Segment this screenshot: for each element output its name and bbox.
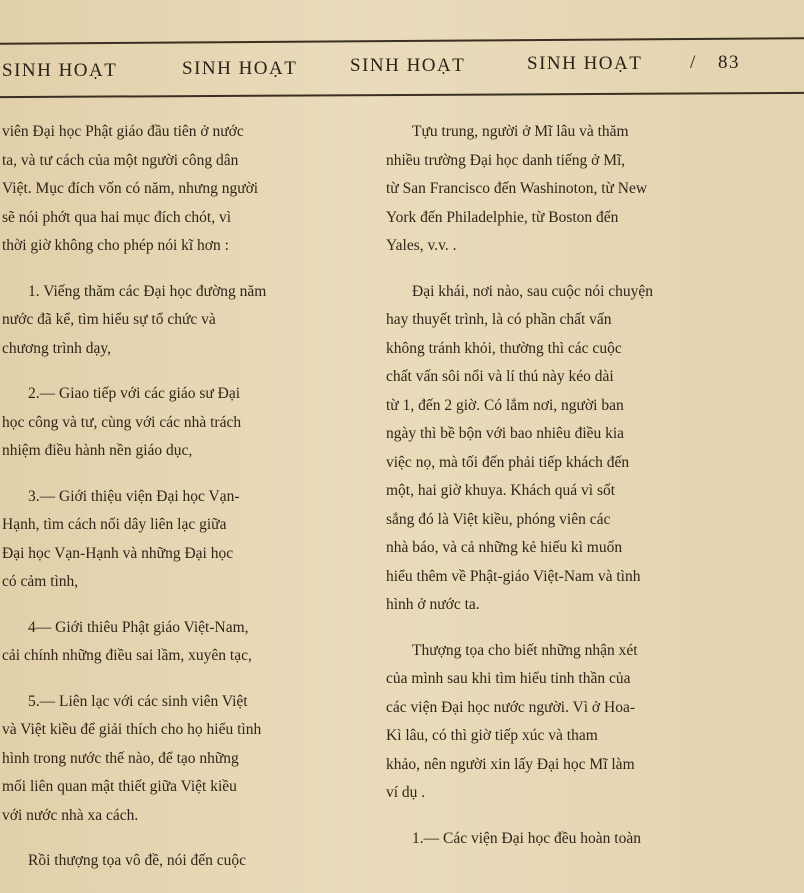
text-line: của mình sau khi tìm hiểu tinh thần của xyxy=(386,670,631,687)
text-line: ví dụ . xyxy=(386,784,426,801)
left-column-paragraph xyxy=(2,380,364,466)
text-line: các viện Đại học nước người. Vì ở Hoa- xyxy=(386,698,635,716)
text-line: nhà báo, và cả những kẻ hiếu kì muốn xyxy=(386,539,623,556)
text-line: 1. Viếng thăm các Đại học đường năm xyxy=(28,282,267,300)
text-line: Thượng tọa cho biết những nhận xét xyxy=(412,641,638,659)
text-line: không tránh khỏi, thường thì các cuộc xyxy=(386,339,622,357)
header-item-3: SINH HOẠT xyxy=(350,55,466,76)
text-line: từ 1, đến 2 giờ. Có lắm nơi, người ban xyxy=(386,396,624,414)
text-line: hay thuyết trình, là có phần chất vấn xyxy=(386,311,612,328)
text-line: hiểu thêm về Phật-giáo Việt-Nam và tình xyxy=(386,567,641,585)
right-column xyxy=(386,118,754,870)
text-line: viên Đại học Phật giáo đầu tiên ở nước xyxy=(2,123,244,140)
text-line: Việt. Mục đích vốn có năm, nhưng người xyxy=(2,180,259,197)
text-line: ta, và tư cách của một người công dân xyxy=(2,151,239,169)
text-line: khảo, nên người xin lấy Đại học Mĩ làm xyxy=(386,755,635,773)
text-line: sắng đó là Việt kiều, phóng viên các xyxy=(386,510,611,528)
left-column xyxy=(2,118,364,893)
text-line: 5.— Liên lạc với các sinh viên Việt xyxy=(28,692,248,710)
right-column-paragraph xyxy=(386,637,754,808)
header-item-1: SINH HOẠT xyxy=(2,60,118,81)
text-line: chất vấn sôi nổi và lí thú này kéo dài xyxy=(386,368,614,385)
text-line: 1.— Các viện Đại học đều hoàn toàn xyxy=(412,829,641,847)
header-top-rule xyxy=(0,37,804,45)
text-line: cải chính những điều sai lầm, xuyên tạc, xyxy=(2,647,252,664)
text-line: với nước nhà xa cách. xyxy=(2,806,139,824)
left-column-paragraph xyxy=(2,483,364,597)
text-line: Kì lâu, có thì giờ tiếp xúc và tham xyxy=(386,727,598,744)
left-column-paragraph xyxy=(2,278,364,364)
text-line: Rồi thượng tọa vô đề, nói đến cuộc xyxy=(28,852,247,869)
text-line: 2.— Giao tiếp với các giáo sư Đại xyxy=(28,385,241,402)
text-line: Tựu trung, người ở Mĩ lâu và thăm xyxy=(412,123,629,140)
text-line: chương trình dạy, xyxy=(2,339,111,357)
text-line: hình trong nước thế nào, để tạo những xyxy=(2,749,239,767)
text-line: sẽ nói phớt qua hai mục đích chót, vì xyxy=(2,208,232,226)
right-column-paragraph xyxy=(386,825,754,854)
header-item-2: SINH HOẠT xyxy=(182,58,298,79)
text-line: Đại khái, nơi nào, sau cuộc nói chuyện xyxy=(412,282,654,300)
text-line: Hạnh, tìm cách nối dây liên lạc giữa xyxy=(2,516,227,533)
text-line: mối liên quan mật thiết giữa Việt kiều xyxy=(2,778,237,795)
text-line: từ San Francisco đến Washinoton, từ New xyxy=(386,180,648,197)
text-line: nhiều trường Đại học danh tiếng ở Mĩ, xyxy=(386,151,626,169)
text-line: thời giờ không cho phép nói kĩ hơn : xyxy=(2,237,229,254)
running-header xyxy=(0,50,804,86)
left-column-paragraph xyxy=(2,614,364,671)
left-column-paragraph xyxy=(2,847,364,876)
text-line: nhiệm điều hành nền giáo dục, xyxy=(2,442,193,459)
right-column-paragraph xyxy=(386,118,754,261)
text-line: việc nọ, mà tối đến phải tiếp khách đến xyxy=(386,453,630,471)
header-separator: / xyxy=(690,52,697,73)
left-column-paragraph xyxy=(2,118,364,261)
text-line: Đại học Vạn-Hạnh và những Đại học xyxy=(2,544,234,562)
page-number: 83 xyxy=(718,52,740,73)
header-item-4: SINH HOẠT xyxy=(527,53,643,74)
text-line: 3.— Giới thiệu viện Đại học Vạn- xyxy=(28,487,240,505)
text-line: Yales, v.v. . xyxy=(386,237,457,254)
text-line: và Việt kiều để giải thích cho họ hiểu tình xyxy=(2,721,262,738)
right-column-paragraph xyxy=(386,278,754,620)
text-line: một, hai giờ khuya. Khách quá vì sốt xyxy=(386,482,616,499)
text-line: học công và tư, cùng với các nhà trách xyxy=(2,413,242,431)
text-line: nước đã kể, tìm hiểu sự tổ chức và xyxy=(2,311,216,328)
text-line: 4— Giới thiêu Phật giáo Việt-Nam, xyxy=(28,618,249,636)
left-column-paragraph xyxy=(2,688,364,831)
header-bottom-rule xyxy=(0,92,804,98)
text-line: ngày thì bề bộn với bao nhiêu điều kia xyxy=(386,425,625,442)
text-line: hình ở nước ta. xyxy=(386,596,480,613)
text-line: có cảm tình, xyxy=(2,573,79,590)
text-line: York đến Philadelphie, từ Boston đến xyxy=(386,208,619,226)
